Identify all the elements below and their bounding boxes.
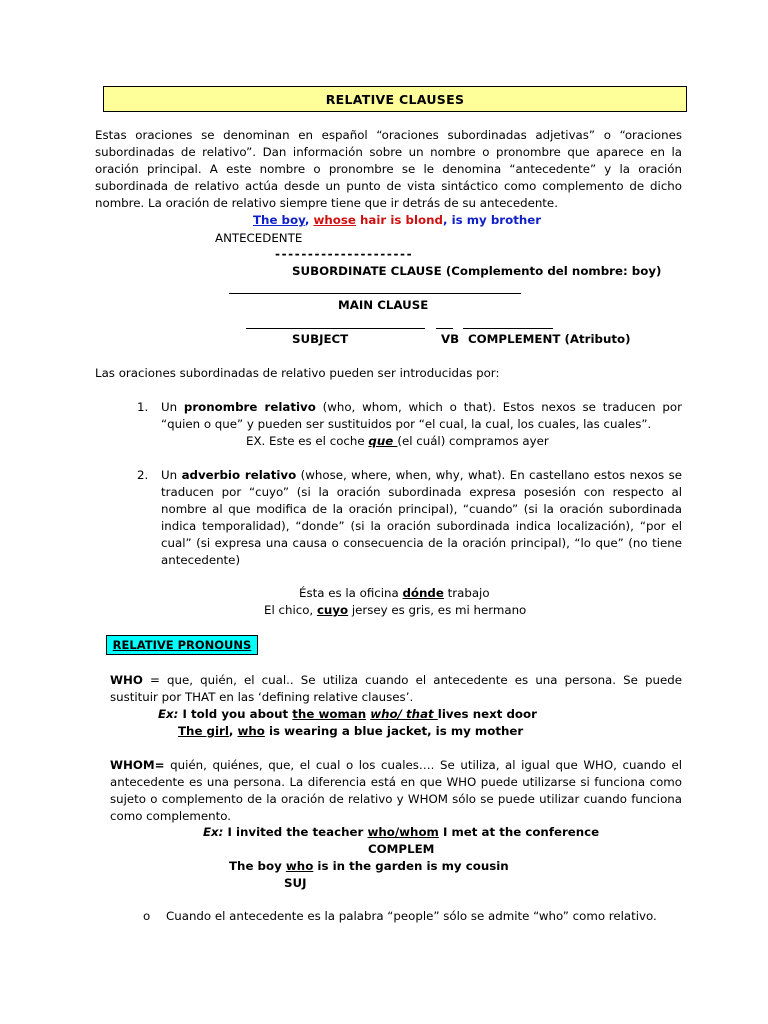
whom-ex-b: I met at the conference	[438, 825, 600, 839]
item2-pre: Un	[161, 468, 182, 482]
whom-example-2	[229, 858, 509, 875]
whom-ex2-b: is in the garden is my cousin	[313, 859, 509, 873]
who-ex2-rest: is wearing a blue jacket, is my mother	[264, 724, 524, 738]
sentence-relative: whose	[313, 213, 356, 227]
whom-paragraph	[110, 757, 682, 825]
who-ex-woman: the woman	[292, 707, 367, 721]
who-label: WHO	[110, 673, 143, 687]
who-ex-a: I told you about	[178, 707, 293, 721]
intro-paragraph: Estas oraciones se denominan en español “oraciones subordinadas adjetivas” o “oraciones subordinadas de relativo”. Dan información sobre un nombre o pronombre que aparece en la oración principal. A este nombre o pronombre se le denomina “antecedente” y la oración subordinada de relativo actúa desde un punto de vista sintáctico como complemento de dicho nombre. La oración de relativo siempre tiene que ir detrás de su antecedente.	[95, 128, 682, 210]
who-ex2-relative: who	[237, 724, 265, 738]
sentence-comma: ,	[304, 213, 310, 227]
sentence-antecedent: The boy	[253, 213, 305, 227]
whom-ex2-a: The boy	[229, 859, 286, 873]
bullet-mark: o	[143, 909, 151, 923]
main-clause-line	[229, 293, 521, 294]
ex2a-post: trabajo	[443, 586, 490, 600]
sentence-main: is my brother	[451, 213, 542, 227]
relative-pronouns-heading: RELATIVE PRONOUNS	[106, 635, 258, 655]
ex2b-relative: cuyo	[316, 603, 349, 617]
complement-line	[463, 328, 553, 329]
whom-label: WHOM=	[110, 758, 165, 772]
who-example-2	[178, 723, 523, 740]
example-1	[246, 433, 549, 450]
atributo-word: (Atributo)	[564, 332, 631, 346]
who-ex-label: Ex:	[158, 707, 179, 721]
main-clause-label: MAIN CLAUSE	[338, 298, 429, 312]
item1-text: (who, whom, which o that). Estos nexos se traducen por “quien o que” y pueden ser sustituidos por “el cual, la cual, los cuales, las cuales”.	[161, 400, 682, 431]
suj-label: SUJ	[284, 876, 307, 890]
example-2a	[299, 585, 490, 602]
who-paragraph	[110, 672, 682, 706]
item1-pre: Un	[161, 400, 184, 414]
dashed-line: ---------------------	[275, 247, 414, 261]
list-number-1: 1.	[137, 400, 149, 414]
complement-word: COMPLEMENT	[468, 332, 561, 346]
ex2b-post: jersey es gris, es mi hermano	[348, 603, 527, 617]
ex1-relative: que	[368, 434, 398, 448]
who-example-1	[158, 706, 537, 723]
who-ex-b: lives next door	[437, 707, 537, 721]
example-sentence	[253, 212, 541, 229]
vb-label: VB	[441, 332, 460, 346]
sentence-subordinate: hair is blond	[355, 213, 443, 227]
who-text: = que, quién, el cual.. Se utiliza cuando el antecedente es una persona. Se puede sustituir por THAT en las ‘defining relative clauses’.	[110, 673, 682, 704]
item2-text: (whose, where, when, why, what). En castellano estos nexos se traducen por “cuyo” (si la oración subordinada expresa posesión con respecto al nombre al que modifica de la oración principal), “cuando” (si la oración subordinada indica temporalidad), “donde” (si la oración subordinada indica localización), “por el cual” (si expresa una causa o consecuencia de la oración principal), “lo que” (no tiene antecedente)	[161, 468, 682, 567]
ex1-pre: EX. Este es el coche	[246, 434, 369, 448]
list-item-1	[161, 399, 682, 433]
item2-term: adverbio relativo	[181, 468, 297, 482]
item1-term: pronombre relativo	[183, 400, 316, 414]
antecedente-label: ANTECEDENTE	[215, 231, 303, 245]
subject-line	[246, 328, 425, 329]
bullet-text: Cuando el antecedente es la palabra “people” sólo se admite “who” como relativo.	[166, 909, 657, 923]
whom-ex-a: I invited the teacher	[223, 825, 368, 839]
who-ex2-comma: ,	[228, 724, 238, 738]
sentence-comma-2: ,	[442, 213, 452, 227]
whom-ex2-relative: who	[285, 859, 314, 873]
list-number-2: 2.	[137, 468, 149, 482]
ex2a-relative: dónde	[402, 586, 444, 600]
subject-label: SUBJECT	[292, 332, 349, 346]
ex2b-pre: El chico,	[264, 603, 317, 617]
page-title: RELATIVE CLAUSES	[103, 86, 687, 112]
complem-label: COMPLEM	[368, 842, 435, 856]
ex2a-pre: Ésta es la oficina	[299, 586, 403, 600]
complement-label	[468, 331, 631, 348]
who-ex-relative: who/ that	[370, 707, 438, 721]
whom-ex-label: Ex:	[203, 825, 224, 839]
who-ex2-girl: The girl	[178, 724, 229, 738]
subordinate-clause-label: SUBORDINATE CLAUSE (Complemento del nombre: boy)	[292, 264, 662, 278]
whom-text: quién, quiénes, que, el cual o los cuales…. Se utiliza, al igual que WHO, cuando el antecedente es una persona. La diferencia está en que WHO puede utilizarse si funciona como sujeto o complemento de la oración de relativo y WHOM sólo se puede utilizar cuando funciona como complemento.	[110, 758, 682, 823]
whom-example-1	[203, 824, 599, 841]
example-2b	[264, 602, 526, 619]
intro-2: Las oraciones subordinadas de relativo pueden ser introducidas por:	[95, 366, 500, 380]
whom-ex-relative: who/whom	[367, 825, 439, 839]
ex1-post: (el cuál) compramos ayer	[397, 434, 549, 448]
list-item-2	[161, 467, 682, 569]
vb-line	[436, 328, 453, 329]
